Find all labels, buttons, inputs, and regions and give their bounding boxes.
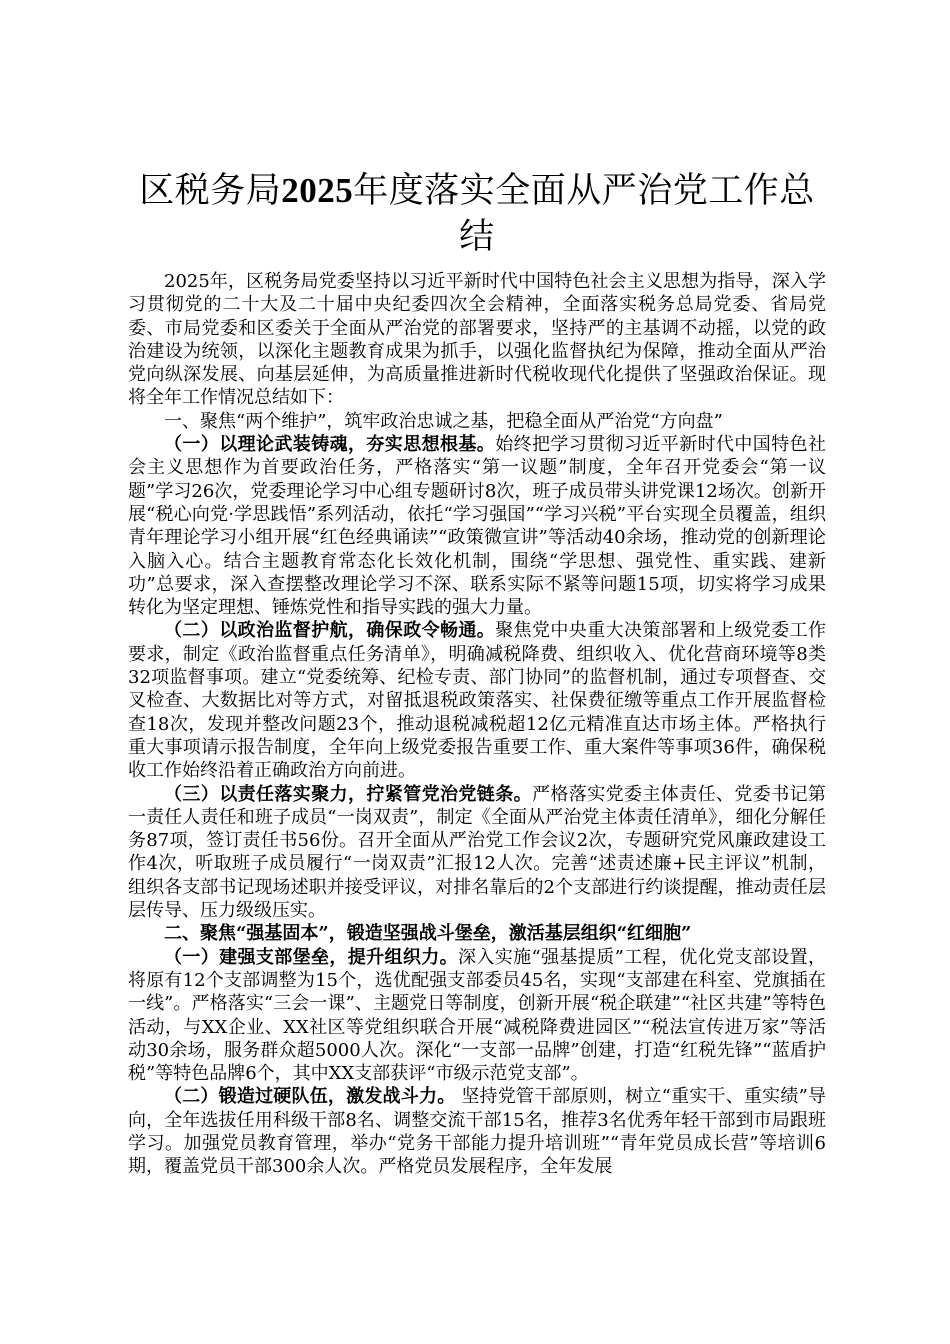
paragraph-text: 聚焦党中央重大决策部署和上级党委工作要求，制定《政治监督重点任务清单》，明确减税降费、组织收入、优化营商环境等8类32项监督事项。建立“党委统筹、纪检专责、部门协同”的监督机制，通过专项督查、交叉检查、大数据比对等方式，对留抵退税政策落实、社保费征缴等重点工作开展监督检查18次，发现并整改问题23个，推动退税减税超12亿元精准直达市场主体。严格执行重大事项请示报告制度，全年向上级党委报告重要工作、重大案件等事项36件，确保税收工作始终沿着正确政治方向前进。 bbox=[128, 620, 827, 782]
paragraph-text: 严格落实党委主体责任、党委书记第一责任人责任和班子成员“一岗双责”，制定《全面从严治党主体责任清单》，细化分解任务87项，签订责任书56份。召开全面从严治党工作会议2次，专题研究党风廉政建设工作4次，听取班子成员履行“一岗双责”汇报12人次。完善“述责述廉+民主评议”机制，组织各支部书记现场述职并接受评议，对排名靠后的2个支部进行约谈提醒，推动责任层层传导、压力级级压实。 bbox=[128, 783, 826, 922]
title-prefix: 区税务局 bbox=[139, 171, 282, 211]
paragraph-2-1 bbox=[128, 946, 826, 1086]
title-suffix: 年度落实全面从严治党工作总结 bbox=[353, 171, 815, 257]
section-heading-2: 二、聚焦“强基固本”，锻造坚强战斗堡垒，激活基层组织“红细胞” bbox=[164, 923, 692, 945]
document-body bbox=[128, 270, 826, 1179]
paragraph-lead: （二）锻造过硬队伍，激发战斗力。 bbox=[164, 1086, 456, 1108]
intro-paragraph: 2025年，区税务局党委坚持以习近平新时代中国特色社会主义思想为指导，深入学习贯彻党的二十大及二十届中央纪委四次全会精神，全面落实税务总局党委、省局党委、市局党委和区委关于全面从严治党的部署要求，坚持严的主基调不动摇，以党的政治建设为统领，以深化主题教育成果为抓手，以强化监督执纪为保障，推动全面从严治党向纵深发展、向基层延伸，为高质量推进新时代税收现代化提供了坚强政治保证。现将全年工作情况总结如下： bbox=[128, 271, 826, 409]
paragraph-text: 坚持党管干部原则，树立“重实干、重实绩”导向，全年选拔任用科级干部8名、调整交流干部15名，推荐3名优秀年轻干部到市局跟班学习。加强党员教育管理，举办“党务干部能力提升培训班”“青年党员成长营”等培训6期，覆盖党员干部300余人次。严格党员发展程序，全年发展 bbox=[128, 1086, 826, 1178]
section-heading-1: 一、聚焦“两个维护”，筑牢政治忠诚之基，把稳全面从严治党“方向盘” bbox=[164, 410, 723, 432]
paragraph-lead: （一）建强支部堡垒，提升组织力。 bbox=[164, 946, 459, 968]
paragraph-text: 深入实施“强基提质”工程，优化党支部设置，将原有12个支部调整为15个，选优配强支部委员45名，实现“支部建在科室、党旗插在一线”。严格落实“三会一课”、主题党日等制度，创新开展“税企联建”“社区共建”等特色活动，与XX企业、XX社区等党组织联合开展“减税降费进园区”“税法宣传进万家”等活动30余场，服务群众超5000人次。深化“一支部一品牌”创建，打造“红税先锋”“蓝盾护税”等特色品牌6个，其中XX支部获评“市级示范党支部”。 bbox=[128, 946, 827, 1085]
paragraph-lead: （一）以理论武装铸魂，夯实思想根基。 bbox=[164, 434, 496, 456]
paragraph-lead: （二）以政治监督护航，确保政令畅通。 bbox=[164, 620, 496, 642]
paragraph-1-2 bbox=[128, 619, 826, 782]
paragraph-2-2 bbox=[128, 1085, 826, 1178]
paragraph-1-3 bbox=[128, 783, 826, 923]
title-year: 2025 bbox=[281, 171, 354, 210]
document-title bbox=[128, 168, 826, 260]
paragraph-text: 始终把学习贯彻习近平新时代中国特色社会主义思想作为首要政治任务，严格落实“第一议题”制度，全年召开党委会“第一议题”学习26次，党委理论学习中心组专题研讨8次，班子成员带头讲党课12场次。创新开展“税心向党·学思践悟”系列活动，依托“学习强国”“学习兴税”平台实现全员覆盖，组织青年理论学习小组开展“红色经典诵读”“政策微宣讲”等活动40余场，推动党的创新理论入脑入心。结合主题教育常态化长效化机制，围绕“学思想、强党性、重实践、建新功”总要求，深入查摆整改理论学习不深、联系实际不紧等问题15项，切实将学习成果转化为坚定理想、锤炼党性和指导实践的强大力量。 bbox=[128, 434, 827, 619]
paragraph-1-1 bbox=[128, 433, 826, 619]
paragraph-lead: （三）以责任落实聚力，拧紧管党治党链条。 bbox=[164, 783, 532, 805]
document-page bbox=[128, 168, 826, 1179]
